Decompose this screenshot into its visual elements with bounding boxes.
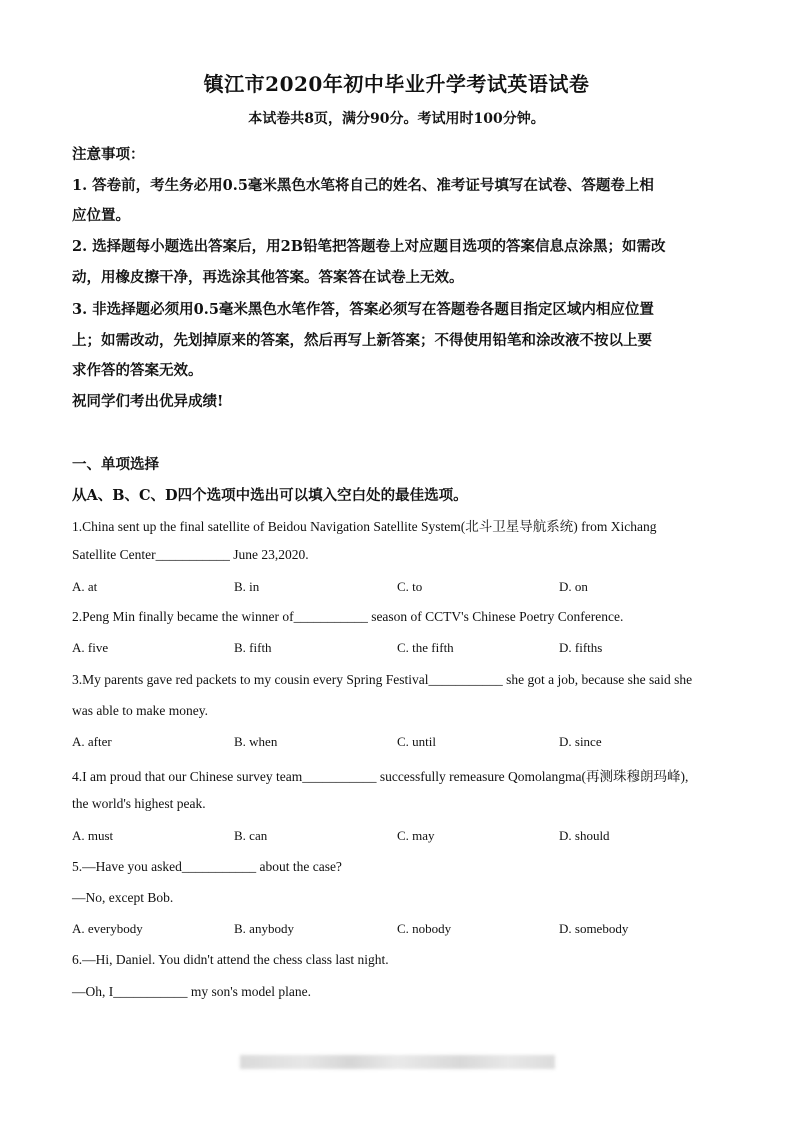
option-b: B. can xyxy=(234,828,268,843)
question-6-text: 6.—Hi, Daniel. You didn't attend the chess class last night. xyxy=(72,952,389,967)
question-4-text: 4.I am proud that our Chinese survey team___________ successfully remeasure Qomolangma(再测珠穆朗玛峰), xyxy=(72,769,689,784)
section-instruction: 从A、B、C、D四个选项中选出可以填入空白处的最佳选项。 xyxy=(72,487,468,504)
notice-closing: 祝同学们考出优异成绩! xyxy=(72,393,224,410)
question-4-options xyxy=(72,828,732,848)
exam-title: 镇江市2020年初中毕业升学考试英语试卷 xyxy=(203,72,590,96)
option-d: D. should xyxy=(559,828,610,843)
question-1-options xyxy=(72,579,732,599)
question-1-text: 1.China sent up the final satellite of Beidou Navigation Satellite System(北斗卫星导航系统) from Xichang xyxy=(72,519,657,534)
option-c: C. to xyxy=(397,579,423,594)
question-2-text: 2.Peng Min finally became the winner of___________ season of CCTV's Chinese Poetry Conference. xyxy=(72,609,624,624)
option-a: A. everybody xyxy=(72,921,143,936)
notice-line: 3. 非选择题必须用0.5毫米黑色水笔作答，答案必须写在答题卷各题目指定区域内相应位置 xyxy=(72,301,654,318)
question-3-options xyxy=(72,734,732,754)
notice-line: 2. 选择题每小题选出答案后，用2B铅笔把答题卷上对应题目选项的答案信息点涂黑；如需改 xyxy=(72,238,666,255)
question-4-text: the world's highest peak. xyxy=(72,796,206,811)
question-5-text: —No, except Bob. xyxy=(72,890,174,905)
question-1-text: Satellite Center___________ June 23,2020. xyxy=(72,547,309,562)
option-a: A. at xyxy=(72,579,98,594)
option-c: C. may xyxy=(397,828,435,843)
notice-heading: 注意事项： xyxy=(72,146,145,163)
option-d: D. fifths xyxy=(559,640,603,655)
option-b: B. fifth xyxy=(234,640,272,655)
option-c: C. the fifth xyxy=(397,640,454,655)
option-a: A. five xyxy=(72,640,109,655)
option-a: A. must xyxy=(72,828,114,843)
question-2-options xyxy=(72,640,732,660)
option-d: D. on xyxy=(559,579,588,594)
option-d: D. since xyxy=(559,734,602,749)
question-3-text: was able to make money. xyxy=(72,703,208,718)
question-5-text: 5.—Have you asked___________ about the case? xyxy=(72,859,342,874)
option-d: D. somebody xyxy=(559,921,629,936)
option-b: B. in xyxy=(234,579,260,594)
option-a: A. after xyxy=(72,734,112,749)
notice-line: 动，用橡皮擦干净，再选涂其他答案。答案答在试卷上无效。 xyxy=(72,269,464,286)
notice-line: 应位置。 xyxy=(72,207,130,224)
question-6-text: —Oh, I___________ my son's model plane. xyxy=(72,984,312,999)
notice-line: 上；如需改动，先划掉原来的答案，然后再写上新答案；不得使用铅笔和涂改液不按以上要 xyxy=(72,332,652,349)
question-5-options xyxy=(72,921,732,941)
option-b: B. when xyxy=(234,734,278,749)
option-c: C. until xyxy=(397,734,437,749)
option-c: C. nobody xyxy=(397,921,452,936)
exam-subtitle: 本试卷共8页，满分90分。考试用时100分钟。 xyxy=(248,111,545,127)
option-b: B. anybody xyxy=(234,921,294,936)
section-heading: 一、单项选择 xyxy=(72,456,159,473)
question-3-text: 3.My parents gave red packets to my cousin every Spring Festival___________ she got a job, because she said she xyxy=(72,672,693,687)
blurred-footer-watermark xyxy=(240,1055,555,1069)
notice-line: 求作答的答案无效。 xyxy=(72,362,203,379)
notice-line: 1. 答卷前，考生务必用0.5毫米黑色水笔将自己的姓名、准考证号填写在试卷、答题卷上相 xyxy=(72,177,654,194)
